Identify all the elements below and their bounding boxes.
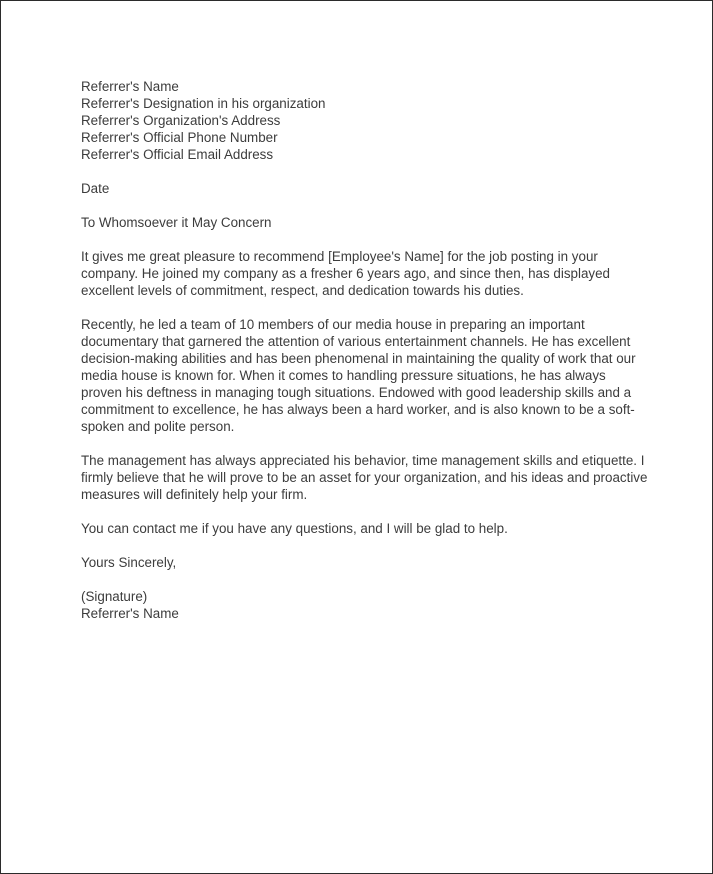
referrer-name: Referrer's Name <box>81 79 179 94</box>
referrer-email: Referrer's Official Email Address <box>81 147 274 162</box>
paragraph-line: company. He joined my company as a fresher 6 years ago, and since then, has displayed <box>81 266 610 281</box>
letter-salutation: To Whomsoever it May Concern <box>81 215 272 230</box>
paragraph-line: firmly believe that he will prove to be an asset for your organization, and his ideas and proactive <box>81 470 648 485</box>
referrer-address: Referrer's Organization's Address <box>81 113 281 128</box>
paragraph-line: proven his deftness in managing tough situations. Endowed with good leadership skills and a <box>81 385 632 400</box>
paragraph-line: media house is known for. When it comes to handling pressure situations, he has always <box>81 368 606 383</box>
letter-date: Date <box>81 181 110 196</box>
recommendation-letter <box>81 78 648 622</box>
paragraph-line: The management has always appreciated his behavior, time management skills and etiquette. I <box>81 453 645 468</box>
referrer-phone: Referrer's Official Phone Number <box>81 130 278 145</box>
paragraph-line: excellent levels of commitment, respect, and dedication towards his duties. <box>81 283 524 298</box>
paragraph-line: You can contact me if you have any questions, and I will be glad to help. <box>81 521 508 536</box>
referrer-address-block <box>81 78 641 163</box>
signature-placeholder: (Signature) <box>81 589 148 604</box>
letter-closing: Yours Sincerely, <box>81 555 177 570</box>
paragraph-line: measures will definitely help your firm. <box>81 487 308 502</box>
paragraph-line: Recently, he led a team of 10 members of our media house in preparing an important <box>81 317 585 332</box>
body-paragraph-1 <box>81 248 641 299</box>
paragraph-line: spoken and polite person. <box>81 419 235 434</box>
paragraph-line: documentary that garnered the attention of various entertainment channels. He has excellent <box>81 334 631 349</box>
signer-name: Referrer's Name <box>81 606 179 621</box>
paragraph-line: decision-making abilities and has been phenomenal in maintaining the quality of work that our <box>81 351 636 366</box>
paragraph-line: It gives me great pleasure to recommend [Employee's Name] for the job posting in your <box>81 249 598 264</box>
body-paragraph-4 <box>81 520 641 537</box>
body-paragraph-2 <box>81 316 641 435</box>
body-paragraph-3 <box>81 452 648 503</box>
signature-block <box>81 588 641 622</box>
referrer-designation: Referrer's Designation in his organization <box>81 96 326 111</box>
paragraph-line: commitment to excellence, he has always been a hard worker, and is also known to be a soft- <box>81 402 635 417</box>
